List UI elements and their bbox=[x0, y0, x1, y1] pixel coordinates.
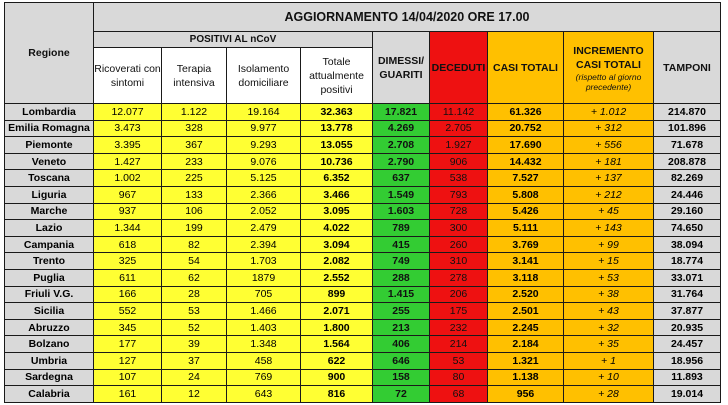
table-row bbox=[5, 336, 721, 353]
region-name: Sardegna bbox=[5, 369, 94, 386]
deceased-cell: 906 bbox=[430, 153, 488, 170]
header-recovered: DIMESSI/ GUARITI bbox=[373, 32, 430, 104]
hospitalized-cell: 552 bbox=[94, 303, 162, 320]
total-positive-cell: 3.094 bbox=[301, 236, 373, 253]
total-cases-cell: 956 bbox=[488, 386, 564, 403]
total-cases-cell: 2.520 bbox=[488, 286, 564, 303]
hospitalized-cell: 967 bbox=[94, 186, 162, 203]
increase-cell: + 137 bbox=[564, 170, 654, 187]
table-row bbox=[5, 170, 721, 187]
table-row bbox=[5, 253, 721, 270]
increase-cell: + 181 bbox=[564, 153, 654, 170]
total-cases-cell: 2.501 bbox=[488, 303, 564, 320]
region-name: Piemonte bbox=[5, 137, 94, 154]
hospitalized-cell: 1.002 bbox=[94, 170, 162, 187]
increase-cell: + 1 bbox=[564, 352, 654, 369]
region-name: Puglia bbox=[5, 269, 94, 286]
total-positive-cell: 13.055 bbox=[301, 137, 373, 154]
table-row bbox=[5, 269, 721, 286]
isolation-cell: 19.164 bbox=[227, 104, 301, 121]
total-positive-cell: 1.564 bbox=[301, 336, 373, 353]
recovered-cell: 1.549 bbox=[373, 186, 430, 203]
table-row bbox=[5, 369, 721, 386]
region-name: Veneto bbox=[5, 153, 94, 170]
region-name: Abruzzo bbox=[5, 319, 94, 336]
total-cases-cell: 3.141 bbox=[488, 253, 564, 270]
table-row bbox=[5, 386, 721, 403]
intensive-cell: 53 bbox=[162, 303, 227, 320]
recovered-cell: 749 bbox=[373, 253, 430, 270]
recovered-cell: 288 bbox=[373, 269, 430, 286]
intensive-cell: 106 bbox=[162, 203, 227, 220]
isolation-cell: 9.977 bbox=[227, 120, 301, 137]
deceased-cell: 68 bbox=[430, 386, 488, 403]
total-cases-cell: 20.752 bbox=[488, 120, 564, 137]
hospitalized-cell: 325 bbox=[94, 253, 162, 270]
increase-cell: + 312 bbox=[564, 120, 654, 137]
total-cases-cell: 1.138 bbox=[488, 369, 564, 386]
table-row bbox=[5, 303, 721, 320]
increase-cell: + 38 bbox=[564, 286, 654, 303]
tests-cell: 19.014 bbox=[654, 386, 721, 403]
table-row bbox=[5, 120, 721, 137]
hospitalized-cell: 12.077 bbox=[94, 104, 162, 121]
isolation-cell: 1879 bbox=[227, 269, 301, 286]
deceased-cell: 1.927 bbox=[430, 137, 488, 154]
increase-cell: + 212 bbox=[564, 186, 654, 203]
recovered-cell: 158 bbox=[373, 369, 430, 386]
recovered-cell: 415 bbox=[373, 236, 430, 253]
tests-cell: 74.650 bbox=[654, 220, 721, 237]
recovered-cell: 72 bbox=[373, 386, 430, 403]
header-positive-group: POSITIVI AL nCoV bbox=[94, 32, 373, 48]
total-positive-cell: 816 bbox=[301, 386, 373, 403]
tests-cell: 24.446 bbox=[654, 186, 721, 203]
isolation-cell: 2.052 bbox=[227, 203, 301, 220]
recovered-cell: 1.603 bbox=[373, 203, 430, 220]
hospitalized-cell: 166 bbox=[94, 286, 162, 303]
table-row bbox=[5, 236, 721, 253]
recovered-cell: 213 bbox=[373, 319, 430, 336]
increase-cell: + 15 bbox=[564, 253, 654, 270]
recovered-cell: 17.821 bbox=[373, 104, 430, 121]
intensive-cell: 52 bbox=[162, 319, 227, 336]
header-tests: TAMPONI bbox=[654, 32, 721, 104]
total-cases-cell: 3.118 bbox=[488, 269, 564, 286]
table-row bbox=[5, 153, 721, 170]
tests-cell: 29.160 bbox=[654, 203, 721, 220]
deceased-cell: 260 bbox=[430, 236, 488, 253]
table-row bbox=[5, 286, 721, 303]
header-total-cases: CASI TOTALI bbox=[488, 32, 564, 104]
total-positive-cell: 10.736 bbox=[301, 153, 373, 170]
intensive-cell: 12 bbox=[162, 386, 227, 403]
increase-cell: + 35 bbox=[564, 336, 654, 353]
intensive-cell: 82 bbox=[162, 236, 227, 253]
deceased-cell: 310 bbox=[430, 253, 488, 270]
total-cases-cell: 14.432 bbox=[488, 153, 564, 170]
intensive-cell: 37 bbox=[162, 352, 227, 369]
deceased-cell: 793 bbox=[430, 186, 488, 203]
intensive-cell: 54 bbox=[162, 253, 227, 270]
hospitalized-cell: 3.473 bbox=[94, 120, 162, 137]
total-cases-cell: 5.426 bbox=[488, 203, 564, 220]
hospitalized-cell: 1.344 bbox=[94, 220, 162, 237]
header-total-positive: Totale attualmente positivi bbox=[301, 48, 373, 104]
isolation-cell: 2.394 bbox=[227, 236, 301, 253]
region-name: Lombardia bbox=[5, 104, 94, 121]
increase-cell: + 143 bbox=[564, 220, 654, 237]
increase-cell: + 556 bbox=[564, 137, 654, 154]
intensive-cell: 367 bbox=[162, 137, 227, 154]
deceased-cell: 728 bbox=[430, 203, 488, 220]
deceased-cell: 53 bbox=[430, 352, 488, 369]
hospitalized-cell: 161 bbox=[94, 386, 162, 403]
total-positive-cell: 899 bbox=[301, 286, 373, 303]
table-row bbox=[5, 137, 721, 154]
total-positive-cell: 3.095 bbox=[301, 203, 373, 220]
tests-cell: 11.893 bbox=[654, 369, 721, 386]
total-positive-cell: 2.071 bbox=[301, 303, 373, 320]
isolation-cell: 1.403 bbox=[227, 319, 301, 336]
deceased-cell: 232 bbox=[430, 319, 488, 336]
hospitalized-cell: 177 bbox=[94, 336, 162, 353]
table-body bbox=[5, 104, 721, 403]
recovered-cell: 2.790 bbox=[373, 153, 430, 170]
intensive-cell: 328 bbox=[162, 120, 227, 137]
total-positive-cell: 1.800 bbox=[301, 319, 373, 336]
increase-cell: + 43 bbox=[564, 303, 654, 320]
table-row bbox=[5, 352, 721, 369]
isolation-cell: 9.076 bbox=[227, 153, 301, 170]
recovered-cell: 4.269 bbox=[373, 120, 430, 137]
deceased-cell: 2.705 bbox=[430, 120, 488, 137]
deceased-cell: 80 bbox=[430, 369, 488, 386]
isolation-cell: 769 bbox=[227, 369, 301, 386]
region-name: Trento bbox=[5, 253, 94, 270]
total-cases-cell: 2.245 bbox=[488, 319, 564, 336]
table-title: AGGIORNAMENTO 14/04/2020 ORE 17.00 bbox=[94, 3, 721, 32]
tests-cell: 38.094 bbox=[654, 236, 721, 253]
increase-cell: + 10 bbox=[564, 369, 654, 386]
region-name: Calabria bbox=[5, 386, 94, 403]
deceased-cell: 300 bbox=[430, 220, 488, 237]
total-positive-cell: 622 bbox=[301, 352, 373, 369]
total-positive-cell: 2.082 bbox=[301, 253, 373, 270]
total-cases-cell: 17.690 bbox=[488, 137, 564, 154]
covid-regional-table bbox=[4, 2, 721, 403]
increase-cell: + 53 bbox=[564, 269, 654, 286]
table-row bbox=[5, 104, 721, 121]
tests-cell: 37.877 bbox=[654, 303, 721, 320]
total-positive-cell: 32.363 bbox=[301, 104, 373, 121]
table-row bbox=[5, 203, 721, 220]
region-name: Lazio bbox=[5, 220, 94, 237]
tests-cell: 82.269 bbox=[654, 170, 721, 187]
isolation-cell: 5.125 bbox=[227, 170, 301, 187]
intensive-cell: 62 bbox=[162, 269, 227, 286]
tests-cell: 20.935 bbox=[654, 319, 721, 336]
header-increase-label: INCREMENTO CASI TOTALI bbox=[573, 44, 644, 71]
hospitalized-cell: 345 bbox=[94, 319, 162, 336]
isolation-cell: 2.479 bbox=[227, 220, 301, 237]
recovered-cell: 255 bbox=[373, 303, 430, 320]
isolation-cell: 1.703 bbox=[227, 253, 301, 270]
intensive-cell: 24 bbox=[162, 369, 227, 386]
region-name: Sicilia bbox=[5, 303, 94, 320]
intensive-cell: 233 bbox=[162, 153, 227, 170]
header-isolation: Isolamento domiciliare bbox=[227, 48, 301, 104]
table-row bbox=[5, 186, 721, 203]
hospitalized-cell: 3.395 bbox=[94, 137, 162, 154]
isolation-cell: 643 bbox=[227, 386, 301, 403]
header-increase-note: (rispetto al giorno precedente) bbox=[575, 71, 642, 92]
total-positive-cell: 13.778 bbox=[301, 120, 373, 137]
header-deceased: DECEDUTI bbox=[430, 32, 488, 104]
total-cases-cell: 5.808 bbox=[488, 186, 564, 203]
tests-cell: 24.457 bbox=[654, 336, 721, 353]
intensive-cell: 1.122 bbox=[162, 104, 227, 121]
recovered-cell: 789 bbox=[373, 220, 430, 237]
intensive-cell: 39 bbox=[162, 336, 227, 353]
tests-cell: 214.870 bbox=[654, 104, 721, 121]
recovered-cell: 646 bbox=[373, 352, 430, 369]
tests-cell: 18.956 bbox=[654, 352, 721, 369]
deceased-cell: 538 bbox=[430, 170, 488, 187]
region-name: Liguria bbox=[5, 186, 94, 203]
tests-cell: 18.774 bbox=[654, 253, 721, 270]
header-hospitalized: Ricoverati con sintomi bbox=[94, 48, 162, 104]
recovered-cell: 637 bbox=[373, 170, 430, 187]
total-cases-cell: 5.111 bbox=[488, 220, 564, 237]
tests-cell: 208.878 bbox=[654, 153, 721, 170]
isolation-cell: 2.366 bbox=[227, 186, 301, 203]
header-intensive: Terapia intensiva bbox=[162, 48, 227, 104]
hospitalized-cell: 107 bbox=[94, 369, 162, 386]
table-row bbox=[5, 220, 721, 237]
isolation-cell: 1.466 bbox=[227, 303, 301, 320]
intensive-cell: 225 bbox=[162, 170, 227, 187]
recovered-cell: 406 bbox=[373, 336, 430, 353]
intensive-cell: 199 bbox=[162, 220, 227, 237]
total-positive-cell: 3.466 bbox=[301, 186, 373, 203]
region-name: Friuli V.G. bbox=[5, 286, 94, 303]
region-name: Toscana bbox=[5, 170, 94, 187]
recovered-cell: 1.415 bbox=[373, 286, 430, 303]
header-increase bbox=[564, 32, 654, 104]
total-positive-cell: 900 bbox=[301, 369, 373, 386]
total-cases-cell: 2.184 bbox=[488, 336, 564, 353]
region-name: Marche bbox=[5, 203, 94, 220]
total-positive-cell: 6.352 bbox=[301, 170, 373, 187]
total-positive-cell: 2.552 bbox=[301, 269, 373, 286]
increase-cell: + 32 bbox=[564, 319, 654, 336]
region-name: Campania bbox=[5, 236, 94, 253]
total-positive-cell: 4.022 bbox=[301, 220, 373, 237]
header-region: Regione bbox=[5, 3, 94, 104]
region-name: Emilia Romagna bbox=[5, 120, 94, 137]
intensive-cell: 28 bbox=[162, 286, 227, 303]
region-name: Bolzano bbox=[5, 336, 94, 353]
recovered-cell: 2.708 bbox=[373, 137, 430, 154]
tests-cell: 33.071 bbox=[654, 269, 721, 286]
deceased-cell: 278 bbox=[430, 269, 488, 286]
increase-cell: + 1.012 bbox=[564, 104, 654, 121]
hospitalized-cell: 127 bbox=[94, 352, 162, 369]
isolation-cell: 705 bbox=[227, 286, 301, 303]
hospitalized-cell: 611 bbox=[94, 269, 162, 286]
total-cases-cell: 3.769 bbox=[488, 236, 564, 253]
tests-cell: 71.678 bbox=[654, 137, 721, 154]
table-row bbox=[5, 319, 721, 336]
deceased-cell: 11.142 bbox=[430, 104, 488, 121]
isolation-cell: 458 bbox=[227, 352, 301, 369]
increase-cell: + 99 bbox=[564, 236, 654, 253]
hospitalized-cell: 1.427 bbox=[94, 153, 162, 170]
hospitalized-cell: 937 bbox=[94, 203, 162, 220]
total-cases-cell: 7.527 bbox=[488, 170, 564, 187]
increase-cell: + 45 bbox=[564, 203, 654, 220]
total-cases-cell: 61.326 bbox=[488, 104, 564, 121]
region-name: Umbria bbox=[5, 352, 94, 369]
deceased-cell: 206 bbox=[430, 286, 488, 303]
hospitalized-cell: 618 bbox=[94, 236, 162, 253]
tests-cell: 31.764 bbox=[654, 286, 721, 303]
deceased-cell: 214 bbox=[430, 336, 488, 353]
total-cases-cell: 1.321 bbox=[488, 352, 564, 369]
isolation-cell: 1.348 bbox=[227, 336, 301, 353]
intensive-cell: 133 bbox=[162, 186, 227, 203]
tests-cell: 101.896 bbox=[654, 120, 721, 137]
deceased-cell: 175 bbox=[430, 303, 488, 320]
isolation-cell: 9.293 bbox=[227, 137, 301, 154]
increase-cell: + 28 bbox=[564, 386, 654, 403]
